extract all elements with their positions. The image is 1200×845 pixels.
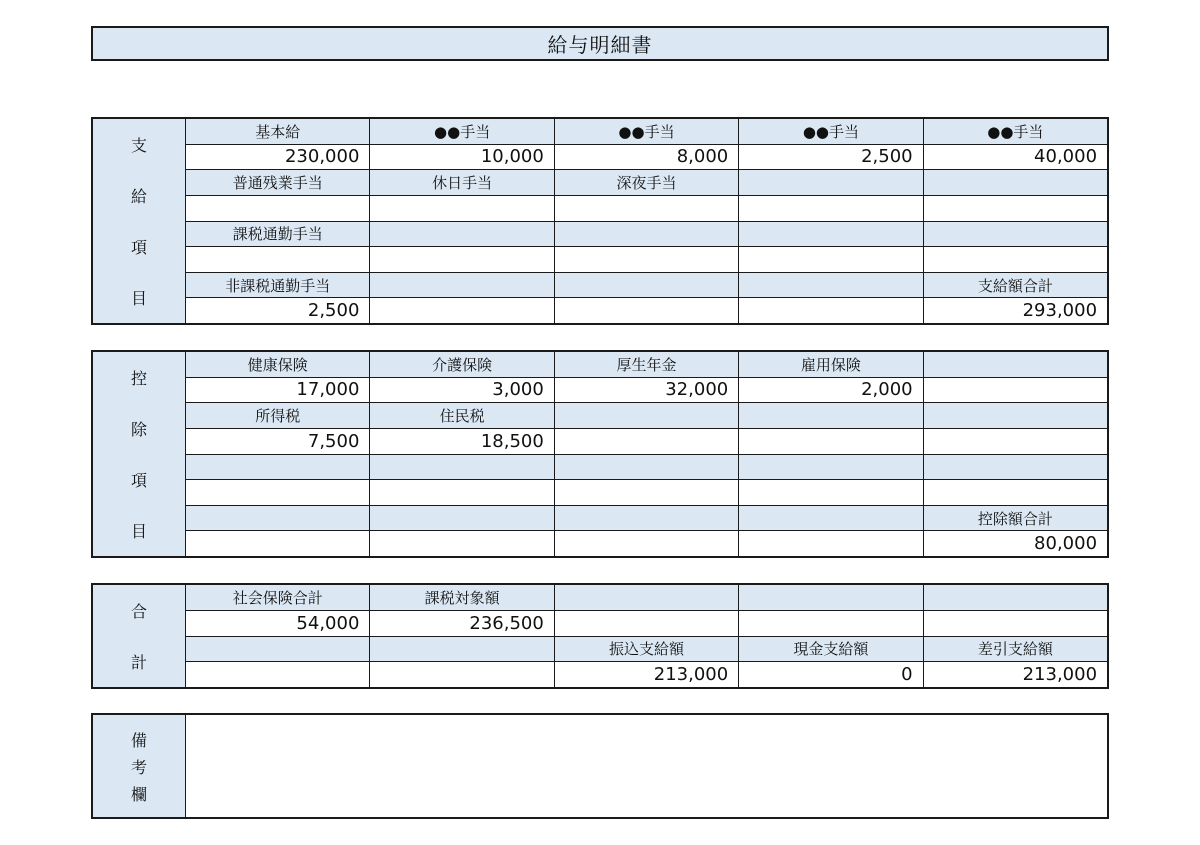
payment-value-cell[interactable]: 230,000 [186,145,369,170]
deduction-value-cell[interactable]: 18,500 [369,429,553,454]
payment-value-cell[interactable] [186,196,369,221]
total-side-char: 合 [130,602,147,621]
total-value-cell[interactable] [186,662,369,687]
page-title: 給与明細書 [91,26,1109,61]
payment-value-cell[interactable]: 8,000 [554,145,738,170]
memo-section [91,713,1109,819]
payment-value-cell[interactable]: 293,000 [923,298,1107,323]
payment-label-cell: 深夜手当 [554,170,738,195]
deduction-side-char: 除 [130,420,147,439]
payment-grid [186,119,1107,323]
payment-label-cell: ●●手当 [738,119,922,144]
payment-label-cell [554,222,738,247]
total-value-cell[interactable]: 54,000 [186,611,369,636]
deduction-label-cell [923,403,1107,428]
total-value-cell[interactable]: 213,000 [923,662,1107,687]
deduction-value-cell[interactable] [738,480,922,505]
memo-side-label [93,715,186,817]
total-grid [186,585,1107,687]
payment-section [91,117,1109,325]
deduction-value-row [186,377,1107,403]
payment-label-cell [923,170,1107,195]
deduction-value-cell[interactable]: 3,000 [369,378,553,403]
payment-label-cell: 支給額合計 [923,273,1107,298]
deduction-label-cell [738,506,922,531]
deduction-side-char: 控 [130,369,147,388]
deduction-label-cell: 健康保険 [186,352,369,377]
deduction-value-row [186,428,1107,454]
payment-label-cell [738,170,922,195]
total-value-row [186,610,1107,636]
deduction-label-cell [186,455,369,480]
payment-label-cell: ●●手当 [369,119,553,144]
deduction-value-cell[interactable] [554,429,738,454]
total-label-cell: 差引支給額 [923,637,1107,662]
payment-value-cell[interactable] [738,196,922,221]
payment-value-cell[interactable] [554,196,738,221]
total-value-cell[interactable] [738,611,922,636]
total-value-cell[interactable]: 0 [738,662,922,687]
deduction-value-row [186,479,1107,505]
deduction-value-row [186,530,1107,556]
payment-label-cell [923,222,1107,247]
payment-label-cell [369,222,553,247]
deduction-label-cell [738,403,922,428]
payment-label-cell: 非課税通勤手当 [186,273,369,298]
total-label-row [186,636,1107,662]
total-label-cell [369,637,553,662]
deduction-label-cell: 住民税 [369,403,553,428]
payment-label-cell: ●●手当 [923,119,1107,144]
payment-label-row [186,169,1107,195]
payment-value-row [186,246,1107,272]
deduction-label-cell: 雇用保険 [738,352,922,377]
memo-field[interactable] [186,715,1107,817]
deduction-value-cell[interactable] [369,480,553,505]
deduction-value-cell[interactable] [554,480,738,505]
total-value-row [186,661,1107,687]
deduction-label-cell [923,455,1107,480]
deduction-side-char: 目 [130,522,147,541]
deduction-label-cell: 介護保険 [369,352,553,377]
deduction-label-cell [923,352,1107,377]
payment-side-char: 給 [130,187,147,206]
deduction-value-cell[interactable] [554,531,738,556]
total-label-cell [923,585,1107,610]
deduction-value-cell[interactable]: 2,000 [738,378,922,403]
deduction-label-row [186,402,1107,428]
payment-value-row [186,297,1107,323]
payment-value-cell[interactable] [369,196,553,221]
deduction-label-cell [369,506,553,531]
deduction-label-row [186,505,1107,531]
memo-side-char: 考 [130,757,147,777]
payment-label-cell: 休日手当 [369,170,553,195]
total-label-cell: 振込支給額 [554,637,738,662]
payment-value-cell[interactable] [923,196,1107,221]
deduction-value-cell[interactable] [923,480,1107,505]
payment-label-cell [369,273,553,298]
deduction-label-cell [554,455,738,480]
payment-label-row [186,272,1107,298]
payment-side-char: 目 [130,289,147,308]
payment-side-label [93,119,186,323]
deduction-label-cell: 控除額合計 [923,506,1107,531]
deduction-label-cell [738,455,922,480]
payment-value-cell[interactable] [186,247,369,272]
total-side-label [93,585,186,687]
payment-value-row [186,144,1107,170]
payment-value-row [186,195,1107,221]
deduction-value-cell[interactable] [923,378,1107,403]
payment-label-cell [738,273,922,298]
total-label-cell: 社会保険合計 [186,585,369,610]
total-label-cell [738,585,922,610]
deduction-value-cell[interactable]: 7,500 [186,429,369,454]
deduction-value-cell[interactable] [738,531,922,556]
payment-value-cell[interactable] [554,247,738,272]
deduction-label-cell [554,506,738,531]
total-value-cell[interactable]: 236,500 [369,611,553,636]
deduction-value-cell[interactable] [923,429,1107,454]
total-label-cell [186,637,369,662]
payment-value-cell[interactable] [923,247,1107,272]
deduction-label-cell [186,506,369,531]
deduction-side-label [93,352,186,556]
memo-side-char: 欄 [130,784,147,804]
payment-label-row [186,119,1107,144]
payment-value-cell[interactable] [554,298,738,323]
payment-label-cell: 普通残業手当 [186,170,369,195]
total-label-cell: 課税対象額 [369,585,553,610]
deduction-label-cell: 厚生年金 [554,352,738,377]
deduction-section [91,350,1109,558]
deduction-label-cell [369,455,553,480]
total-value-cell[interactable] [369,662,553,687]
deduction-value-cell[interactable]: 80,000 [923,531,1107,556]
total-label-row [186,585,1107,610]
deduction-grid [186,352,1107,556]
total-label-cell [554,585,738,610]
payment-label-cell [738,222,922,247]
deduction-value-cell[interactable]: 32,000 [554,378,738,403]
deduction-value-cell[interactable] [186,531,369,556]
total-side-char: 計 [130,653,147,672]
total-label-cell: 現金支給額 [738,637,922,662]
payment-value-cell[interactable]: 2,500 [738,145,922,170]
total-value-cell[interactable] [554,611,738,636]
payment-value-cell[interactable] [738,298,922,323]
total-section [91,583,1109,689]
total-value-cell[interactable] [923,611,1107,636]
payment-label-cell: 課税通勤手当 [186,222,369,247]
payment-label-cell: ●●手当 [554,119,738,144]
payment-value-cell[interactable]: 2,500 [186,298,369,323]
payment-value-cell[interactable]: 10,000 [369,145,553,170]
payment-side-char: 支 [130,136,147,155]
payment-value-cell[interactable] [369,247,553,272]
payment-value-cell[interactable]: 40,000 [923,145,1107,170]
payment-label-cell: 基本給 [186,119,369,144]
payment-label-cell [554,273,738,298]
deduction-label-row [186,454,1107,480]
deduction-label-cell: 所得税 [186,403,369,428]
payment-label-row [186,221,1107,247]
payment-side-char: 項 [130,238,147,257]
deduction-label-row [186,352,1107,377]
deduction-value-cell[interactable] [186,480,369,505]
deduction-value-cell[interactable]: 17,000 [186,378,369,403]
payment-value-cell[interactable] [369,298,553,323]
payment-value-cell[interactable] [738,247,922,272]
deduction-label-cell [554,403,738,428]
memo-side-char: 備 [130,730,147,750]
deduction-value-cell[interactable] [369,531,553,556]
deduction-value-cell[interactable] [738,429,922,454]
total-value-cell[interactable]: 213,000 [554,662,738,687]
deduction-side-char: 項 [130,471,147,490]
